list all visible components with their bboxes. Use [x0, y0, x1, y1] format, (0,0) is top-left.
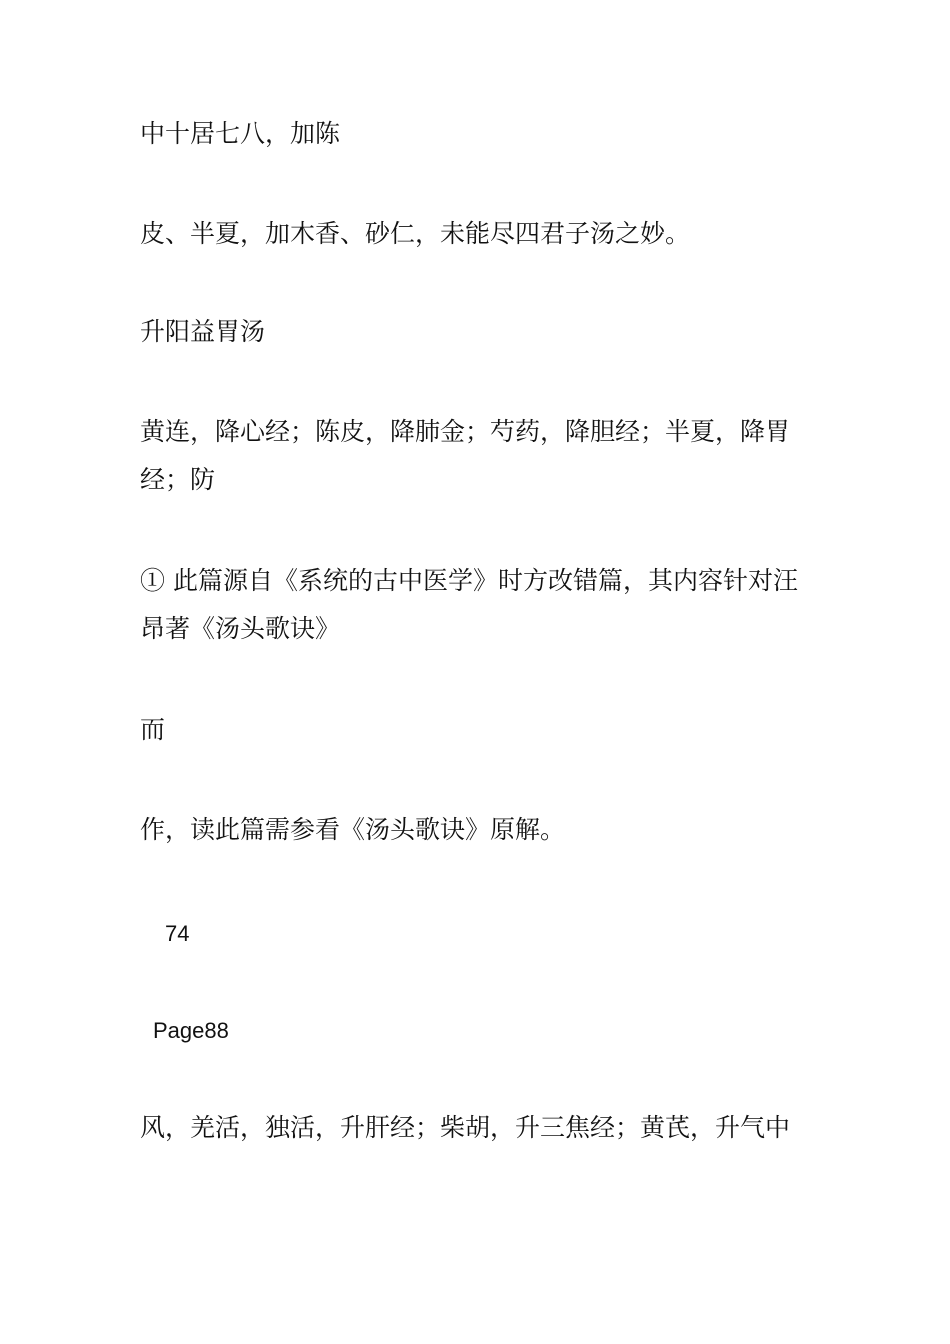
page-label: Page88	[153, 1018, 229, 1043]
text-line: 升阳益胃汤	[140, 317, 266, 346]
text-line: 黄连，降心经；陈皮，降肺金；芍药，降胆经；半夏，降胃	[140, 417, 791, 446]
text-line: 作，读此篇需参看《汤头歌诀》原解。	[140, 815, 566, 844]
paragraph-2	[140, 210, 820, 258]
footnote-continuation-2	[140, 806, 820, 854]
paragraph-1	[140, 110, 820, 158]
text-line: ① 此篇源自《系统的古中医学》时方改错篇，其内容针对汪	[140, 566, 798, 595]
text-line: 而	[140, 715, 166, 744]
footnote-continuation-1	[140, 706, 820, 754]
text-line: 皮、半夏，加木香、砂仁，未能尽四君子汤之妙。	[140, 219, 691, 248]
text-line: 风，羌活，独活，升肝经；柴胡，升三焦经；黄芪，升气中	[140, 1113, 791, 1142]
text-line: 中十居七八，加陈	[140, 119, 341, 148]
text-line: 经；防	[140, 465, 216, 494]
paragraph-4	[140, 1104, 820, 1152]
paragraph-3	[140, 408, 820, 504]
footnote	[140, 557, 820, 653]
page-number: 74	[165, 921, 190, 946]
section-heading	[140, 308, 820, 356]
text-line: 昂著《汤头歌诀》	[140, 614, 341, 643]
